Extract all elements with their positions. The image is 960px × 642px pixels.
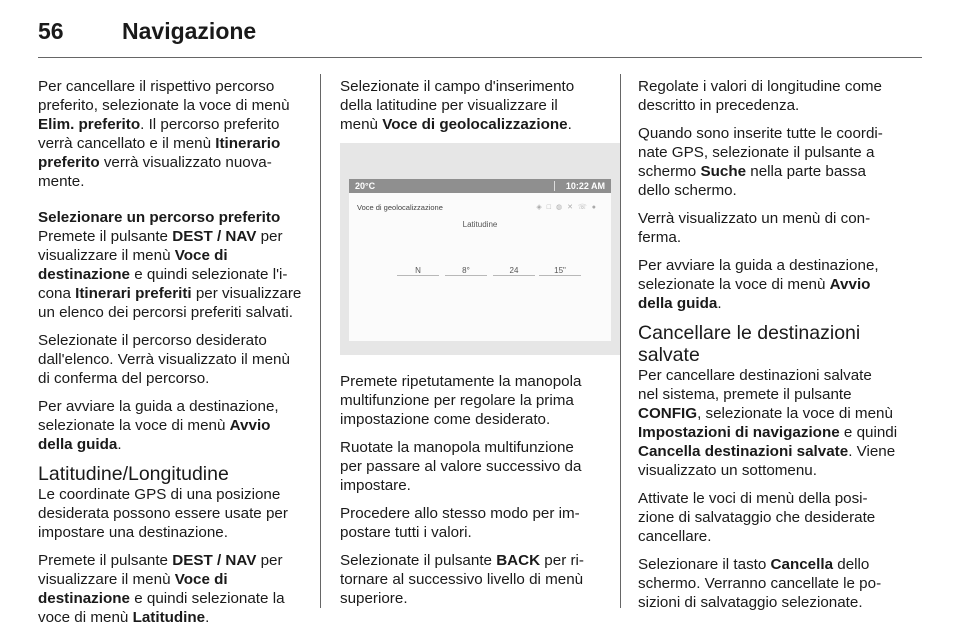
paragraph: Verrà visualizzato un menù di con- ferma. (638, 210, 871, 246)
paragraph: Premete ripetutamente la manopola multifunzione per regolare la prima impostazione come desiderato. (340, 373, 582, 428)
paragraph: Quando sono inserite tutte le coordi- nate GPS, selezionate il pulsante a schermo Suche nella parte bassa dello schermo. (638, 125, 883, 199)
page-number: 56 (38, 18, 64, 44)
section-heading: Selezionare un percorso preferito (38, 209, 281, 226)
clock-readout: 10:22 AM (565, 181, 605, 191)
coordinate-field: 24 (509, 266, 519, 275)
screen-menu-title: Voce di geolocalizzazione (357, 203, 443, 212)
column-3 (638, 77, 918, 621)
field-underline (539, 275, 581, 276)
field-underline (493, 275, 535, 276)
paragraph: Premete il pulsante DEST / NAV per visualizzare il menù Voce di destinazione e quindi selezionate l'i- cona Itinerari preferiti per visualizzare un elenco dei percorsi preferiti salvati. (38, 228, 302, 321)
temperature-readout: 20°C (355, 181, 376, 191)
page-title: Navigazione (122, 18, 257, 44)
paragraph: Attivate le voci di menù della posi- zione di salvataggio che desiderate cancellare. (638, 490, 876, 545)
header-rule (38, 57, 922, 58)
field-underline (397, 275, 439, 276)
status-icons: ◈□◍✕☏● (536, 204, 601, 211)
paragraph: Procedere allo stesso modo per im- postare tutti i valori. (340, 505, 580, 541)
paragraph: Selezionate il campo d'inserimento della latitudine per visualizzare il menù Voce di geolocalizzazione. (340, 78, 575, 133)
paragraph: Selezionate il percorso desiderato dall'elenco. Verrà visualizzato il menù di conferma del percorso. (38, 332, 290, 387)
paragraph: Selezionare il tasto Cancella dello schermo. Verranno cancellate le po- sizioni di salvataggio selezionate. (638, 556, 882, 611)
paragraph: Premete il pulsante DEST / NAV per visualizzare il menù Voce di destinazione e quindi selezionate la voce di menù Latitudine. (38, 552, 285, 626)
coordinate-field: 15" (554, 266, 566, 275)
paragraph: Ruotate la manopola multifunzione per passare al valore successivo da impostare. (340, 439, 582, 494)
coordinate-field: N (415, 266, 421, 275)
column-1 (38, 77, 310, 636)
paragraph: Selezionate il pulsante BACK per ri- tornare al successivo livello di menù superiore. (340, 552, 584, 607)
paragraph: Per cancellare il rispettivo percorso preferito, selezionate la voce di menù Elim. preferito. Il percorso preferito verrà cancellato e il menù Itinerario preferito verrà visualizzato nuova- mente. (38, 78, 290, 190)
paragraph: Per avviare la guida a destinazione, selezionate la voce di menù Avvio della guida. (638, 257, 879, 312)
column-divider-2 (620, 74, 621, 608)
column-2 (340, 77, 612, 617)
paragraph: Regolate i valori di longitudine come descritto in precedenza. (638, 78, 882, 114)
paragraph: Le coordinate GPS di una posizione desiderata possono essere usate per impostare una destinazione. (38, 486, 288, 541)
section-heading: Latitudine/Longitudine (38, 463, 229, 485)
paragraph: Per avviare la guida a destinazione, selezionate la voce di menù Avvio della guida. (38, 398, 279, 453)
field-hint: Latitudine (462, 220, 498, 229)
section-heading: Cancellare le destinazioni salvate (638, 322, 861, 366)
paragraph: Per cancellare destinazioni salvate nel sistema, premete il pulsante CONFIG, selezionate la voce di menù Impostazioni di navigazione e quindi Cancella destinazioni salvate. Viene visualizzato un sottomenu. (638, 367, 898, 479)
screen-panel (349, 193, 611, 341)
geolocation-screen-image (340, 143, 620, 355)
field-underline (445, 275, 487, 276)
coordinate-field: 8° (462, 266, 470, 275)
column-divider-1 (320, 74, 321, 608)
screen-status-bar (349, 179, 611, 193)
